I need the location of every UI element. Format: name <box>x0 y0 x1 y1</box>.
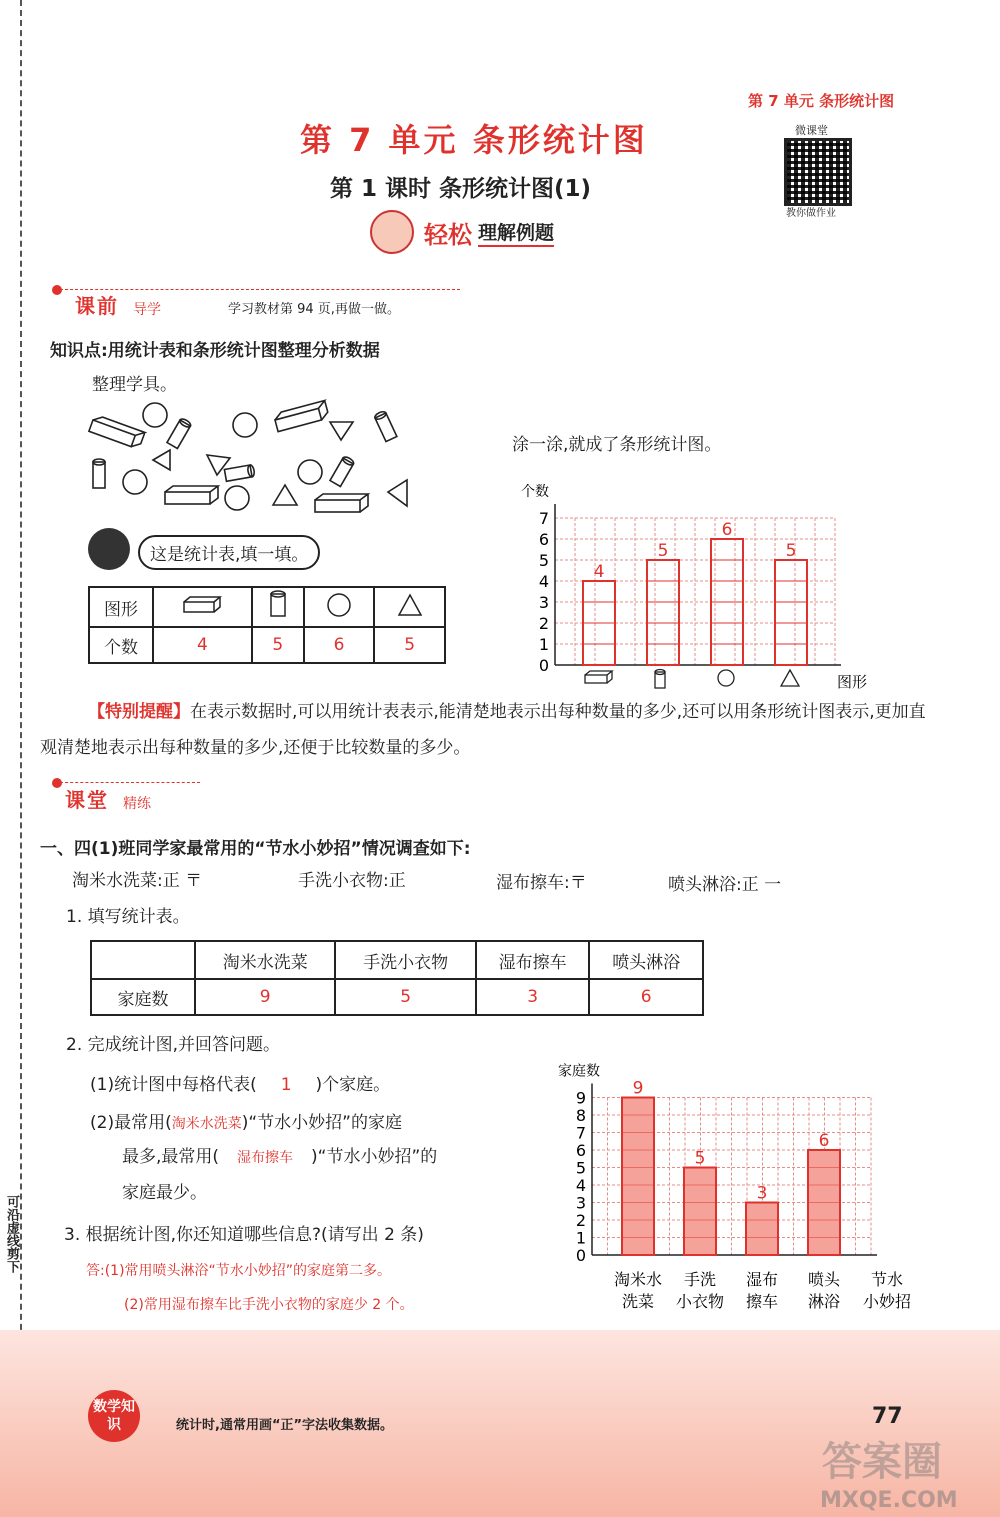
families-cell: 5 <box>335 979 475 1015</box>
q2c: 最多,最常用( 湿布擦车 )“节水小妙招”的 <box>122 1147 438 1167</box>
row-label-count: 个数 <box>89 627 153 663</box>
triangle-icon <box>388 480 407 506</box>
families-cell: 3 <box>476 979 590 1015</box>
data-label: 5 <box>694 1148 706 1169</box>
section-tag-practice: 课堂 精练 <box>65 788 151 812</box>
preview-note: 学习教材第 94 页,再做一做。 <box>228 302 400 317</box>
y-tick-label: 4 <box>575 1176 586 1195</box>
side-note: 可沿虚线剪下 <box>4 1195 19 1273</box>
header-cell: 手洗小衣物 <box>335 941 475 979</box>
x-tick-label: 擦车 <box>745 1292 779 1311</box>
qr-label-bottom: 教你做作业 <box>786 208 836 219</box>
tally-2: 手洗小衣物:正 <box>298 871 406 891</box>
triangle-icon <box>207 455 230 475</box>
footer-badge: 数学知识 <box>88 1390 140 1442</box>
y-tick-label: 2 <box>538 614 549 633</box>
example-badge <box>370 210 554 254</box>
circle-icon <box>225 486 249 510</box>
data-label: 6 <box>818 1131 830 1151</box>
task-heading: 整理学具。 <box>92 375 177 395</box>
tip-label: 【特别提醒】 <box>88 702 190 722</box>
unit-tag: 第 7 单元 条形统计图 <box>748 92 895 110</box>
girl-reading-icon <box>370 210 414 254</box>
x-tick-label: 淋浴 <box>807 1292 841 1311</box>
row-label-families: 家庭数 <box>91 979 195 1015</box>
badge-small: 理解例题 <box>478 218 554 247</box>
qr-label-top: 微课堂 <box>795 124 828 137</box>
triangle-icon <box>153 450 170 470</box>
knowledge-point: 知识点:用统计表和条形统计图整理分析数据 <box>50 341 380 361</box>
q2d: 家庭最少。 <box>122 1183 207 1203</box>
header-cell: 湿布擦车 <box>476 941 590 979</box>
circle-icon <box>304 587 375 627</box>
girl-avatar <box>88 528 130 570</box>
circle-icon <box>718 670 734 686</box>
lesson-title: 第 1 课时 条形统计图(1) <box>330 176 592 202</box>
y-tick-label: 7 <box>538 509 549 528</box>
y-tick-label: 6 <box>538 530 549 549</box>
cylinder-icon <box>655 670 665 689</box>
bar <box>746 1203 778 1256</box>
count-cell: 5 <box>374 627 445 663</box>
data-label: 6 <box>721 520 733 540</box>
x-axis-title: 小妙招 <box>862 1292 912 1311</box>
shape-bar-chart <box>521 465 885 695</box>
families-cell: 6 <box>589 979 703 1015</box>
page-title: 第 7 单元 条形统计图 <box>300 121 648 159</box>
speech-bubble: 这是统计表,填一填。 <box>138 535 320 570</box>
cuboid-icon <box>273 400 329 431</box>
data-label: 3 <box>756 1183 768 1204</box>
q2a: (1)统计图中每格代表( 1 )个家庭。 <box>90 1075 391 1095</box>
y-tick-label: 8 <box>575 1106 586 1125</box>
circle-icon <box>233 413 257 437</box>
section-marker-dot <box>52 778 62 788</box>
y-axis-title: 家庭数 <box>558 1063 600 1080</box>
answer-2: (2)常用湿布擦车比手洗小衣物的家庭少 2 个。 <box>124 1297 414 1313</box>
section-marker-line <box>60 782 200 783</box>
footer-tip: 统计时,通常用画“正”字法收集数据。 <box>176 1418 394 1433</box>
x-tick-label: 洗菜 <box>621 1292 655 1311</box>
circle-icon <box>298 460 322 484</box>
water-saving-bar-chart <box>560 1045 930 1320</box>
scattered-shapes <box>85 400 425 520</box>
y-tick-label: 0 <box>575 1246 586 1265</box>
tip-text: 在表示数据时,可以用统计表表示,能清楚地表示出每种数量的多少,还可以用条形统计图表示,更加直观清楚地表示出每种数量的多少,还便于比较数量的多少。 <box>40 702 926 758</box>
watermark-logo: 答案圈 <box>822 1439 942 1485</box>
tally-1: 淘米水洗菜:正 〒 <box>72 871 203 891</box>
triangle-icon <box>374 587 445 627</box>
bar <box>647 560 679 665</box>
row-label-shape: 图形 <box>89 587 153 627</box>
x-tick-label: 小衣物 <box>675 1292 725 1311</box>
header-cell: 喷头淋浴 <box>589 941 703 979</box>
cuboid-icon <box>89 414 145 449</box>
y-tick-label: 1 <box>575 1228 586 1248</box>
y-axis-title: 个数 <box>521 484 549 500</box>
answer-1: 答:(1)常用喷头淋浴“节水小妙招”的家庭第二多。 <box>86 1263 392 1279</box>
count-cell: 6 <box>304 627 375 663</box>
count-cell: 4 <box>153 627 252 663</box>
cylinder-icon <box>167 417 192 448</box>
circle-icon <box>143 403 167 427</box>
bar <box>775 560 807 665</box>
section-marker-dot <box>52 285 62 295</box>
y-tick-label: 5 <box>538 551 549 570</box>
x-tick-label: 淘米水 <box>613 1270 663 1289</box>
header-cell: 淘米水洗菜 <box>195 941 335 979</box>
y-tick-label: 6 <box>575 1141 586 1160</box>
x-tick-label: 喷头 <box>807 1270 841 1289</box>
x-tick-label: 手洗 <box>683 1270 717 1289</box>
y-tick-label: 9 <box>575 1088 586 1108</box>
y-tick-label: 3 <box>575 1193 586 1213</box>
question-1-title: 一、四(1)班同学家最常用的“节水小妙招”情况调查如下: <box>40 839 471 859</box>
y-tick-label: 0 <box>538 656 549 675</box>
cylinder-icon <box>374 410 397 441</box>
tally-3: 湿布擦车:〒 <box>496 873 587 893</box>
y-tick-label: 7 <box>575 1123 586 1143</box>
y-tick-label: 4 <box>538 572 549 591</box>
page-number: 77 <box>872 1404 903 1429</box>
water-saving-table <box>90 940 704 1016</box>
cuboid-icon <box>165 486 218 504</box>
count-cell: 5 <box>252 627 304 663</box>
cylinder-icon <box>252 587 304 627</box>
cuboid-icon <box>153 587 252 627</box>
cuboid-icon <box>315 494 368 512</box>
y-tick-label: 3 <box>538 593 549 612</box>
bar <box>684 1168 716 1256</box>
families-cell: 9 <box>195 979 335 1015</box>
data-label: 4 <box>593 562 605 582</box>
x-axis-title: 节水 <box>870 1270 904 1289</box>
section-tag-preview: 课前 导学 <box>75 294 161 318</box>
cylinder-icon <box>330 455 355 486</box>
y-tick-label: 2 <box>575 1211 586 1230</box>
x-axis-title: 图形 <box>837 673 868 691</box>
shape-count-table <box>88 586 446 664</box>
cut-line <box>20 0 22 1380</box>
tally-4: 喷头淋浴:正 一 <box>668 875 782 895</box>
sub-question-3: 3. 根据统计图,你还知道哪些信息?(请写出 2 条) <box>64 1225 424 1245</box>
qr-code <box>784 138 852 206</box>
cylinder-icon <box>224 464 255 481</box>
data-label: 9 <box>632 1078 644 1099</box>
bar <box>622 1098 654 1256</box>
circle-icon <box>123 470 147 494</box>
data-label: 5 <box>657 541 669 561</box>
color-prompt: 涂一涂,就成了条形统计图。 <box>512 435 722 455</box>
y-tick-label: 5 <box>575 1158 586 1178</box>
watermark-site: MXQE.COM <box>820 1488 958 1513</box>
cylinder-icon <box>93 459 105 488</box>
q2b: (2)最常用(淘米水洗菜)“节水小妙招”的家庭 <box>90 1113 402 1133</box>
y-tick-label: 1 <box>538 635 549 654</box>
special-tip <box>40 694 940 766</box>
triangle-icon <box>781 670 799 686</box>
x-tick-label: 湿布 <box>745 1270 779 1289</box>
sub-question-1: 1. 填写统计表。 <box>66 907 190 927</box>
badge-big: 轻松 <box>424 220 472 249</box>
triangle-icon <box>330 422 353 440</box>
sub-question-2: 2. 完成统计图,并回答问题。 <box>66 1035 281 1055</box>
cuboid-icon <box>585 671 612 683</box>
data-label: 5 <box>785 541 797 561</box>
triangle-icon <box>273 485 297 505</box>
